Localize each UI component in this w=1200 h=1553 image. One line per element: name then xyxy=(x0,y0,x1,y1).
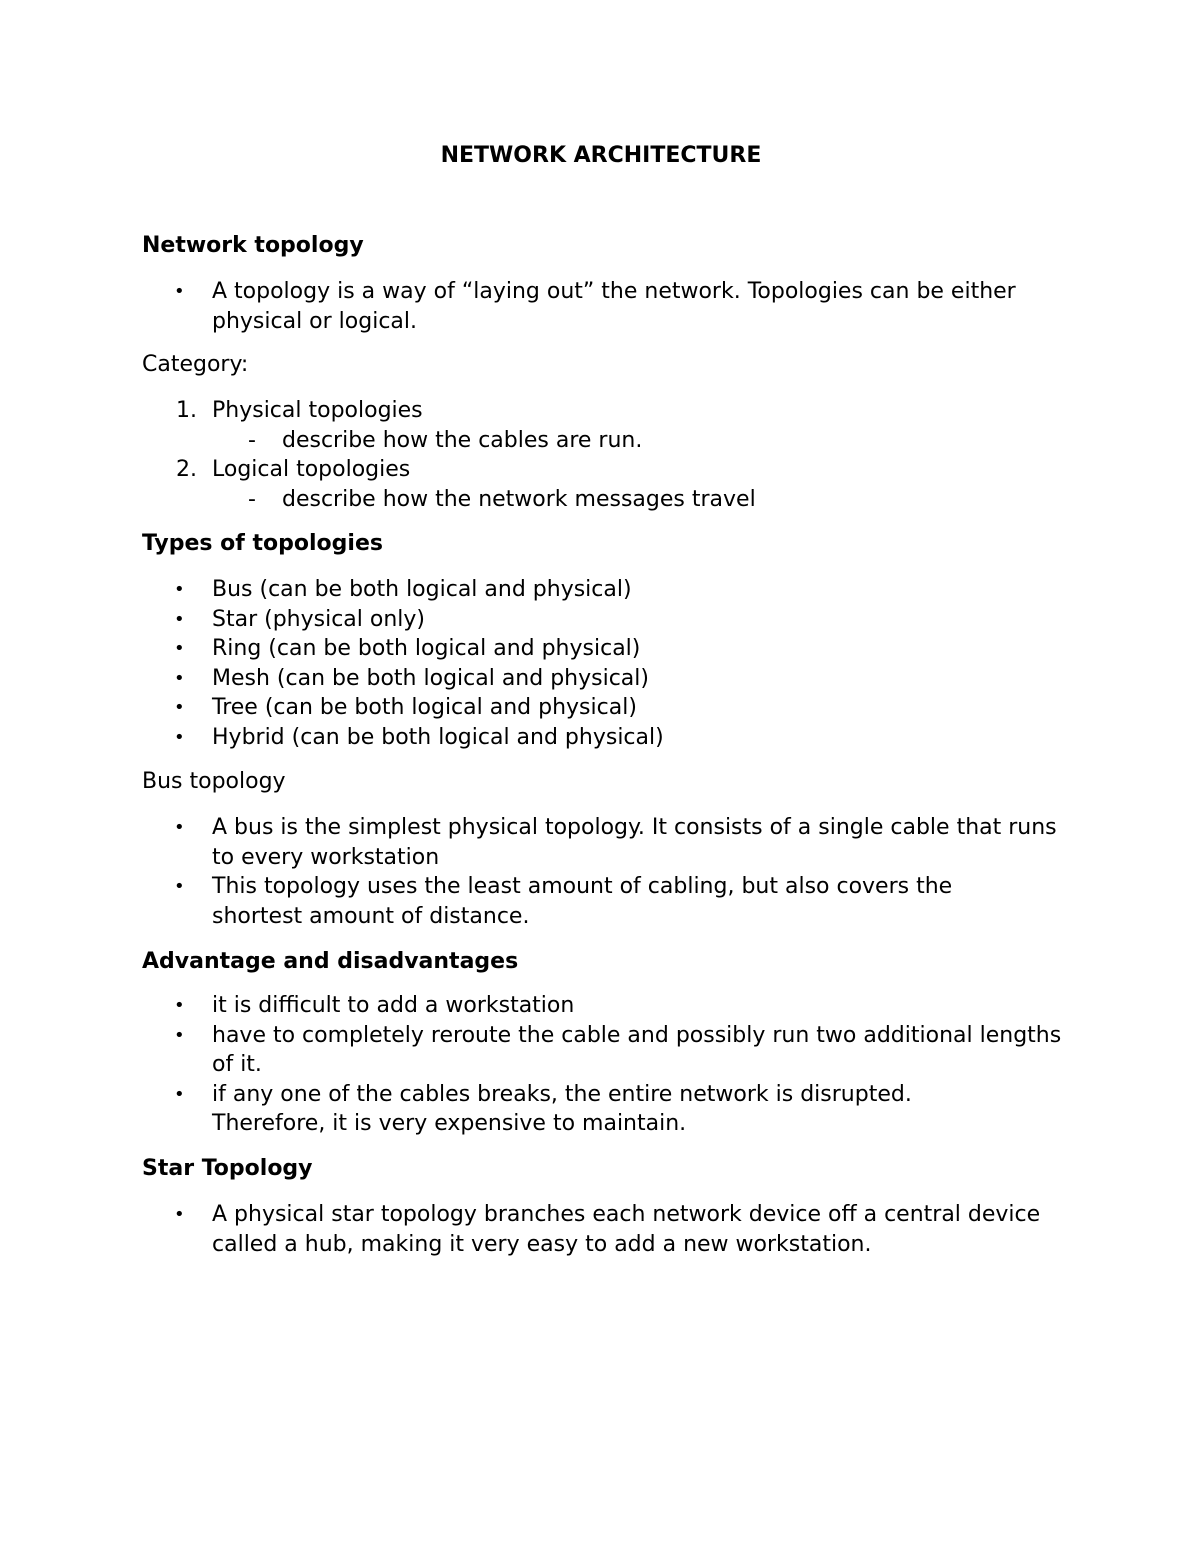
list-item: • A physical star topology branches each network device off a central device called a hub, making it very easy to add a new workstation. xyxy=(174,1202,1041,1257)
bullet-icon: • xyxy=(174,608,185,630)
advantages-list xyxy=(142,991,1062,1139)
list-item: • Mesh (can be both logical and physical) xyxy=(142,664,1062,694)
heading-network-topology: Network topology xyxy=(142,233,364,258)
list-item: • Bus (can be both logical and physical) xyxy=(142,575,1062,605)
list-item: 2. Logical topologies xyxy=(142,455,1062,485)
list-item: • A topology is a way of “laying out” the network. Topologies can be either physical or logical. xyxy=(174,279,1016,334)
dash-marker: - xyxy=(248,427,256,453)
bullet-icon: • xyxy=(174,876,185,898)
list-item: • Star (physical only) xyxy=(142,605,1062,635)
bullet-icon: • xyxy=(174,1083,185,1105)
list-number: 1. xyxy=(176,398,197,423)
list-item: • Tree (can be both logical and physical) xyxy=(142,693,1062,723)
heading-types-of-topologies: Types of topologies xyxy=(142,531,383,556)
heading-star-topology: Star Topology xyxy=(142,1156,313,1181)
list-item: • if any one of the cables breaks, the entire network is disrupted. Therefore, it is very expensive to maintain. xyxy=(174,1081,912,1137)
category-list xyxy=(142,396,1132,514)
document-page xyxy=(142,0,1072,1553)
bus-topology-list xyxy=(142,813,1062,931)
list-item: • Ring (can be both logical and physical) xyxy=(142,634,1062,664)
list-subitem: - describe how the network messages travel xyxy=(142,485,1132,515)
list-item: • A bus is the simplest physical topology. It consists of a single cable that runs to every workstation xyxy=(174,815,1057,870)
bullet-icon: • xyxy=(174,281,185,302)
bullet-icon: • xyxy=(174,726,185,748)
bullet-icon: • xyxy=(174,579,185,600)
heading-advantages: Advantage and disadvantages xyxy=(142,949,519,974)
list-number: 2. xyxy=(176,457,197,483)
network-topology-list xyxy=(142,277,1032,336)
bullet-icon: • xyxy=(174,667,185,689)
bullet-icon: • xyxy=(174,817,185,838)
list-item: • have to completely reroute the cable and possibly run two additional lengths of it. xyxy=(174,1022,1062,1078)
bus-topology-label: Bus topology xyxy=(142,769,286,794)
bullet-icon: • xyxy=(174,638,185,660)
star-topology-list xyxy=(142,1200,1072,1259)
dash-marker: - xyxy=(248,486,256,512)
bullet-icon: • xyxy=(174,1204,185,1225)
bullet-icon: • xyxy=(174,697,185,719)
list-item: 1. Physical topologies xyxy=(142,396,1062,426)
list-subitem: - describe how the cables are run. xyxy=(142,426,1132,456)
list-item: • This topology uses the least amount of cabling, but also covers the shortest amount of distance. xyxy=(174,874,953,929)
document-title: NETWORK ARCHITECTURE xyxy=(440,143,762,168)
bullet-icon: • xyxy=(174,1024,185,1046)
list-item: • it is difficult to add a workstation xyxy=(142,991,1062,1021)
types-list xyxy=(142,575,1062,753)
bullet-icon: • xyxy=(174,995,185,1016)
category-label: Category: xyxy=(142,352,249,377)
list-item: • Hybrid (can be both logical and physical) xyxy=(142,723,1062,753)
